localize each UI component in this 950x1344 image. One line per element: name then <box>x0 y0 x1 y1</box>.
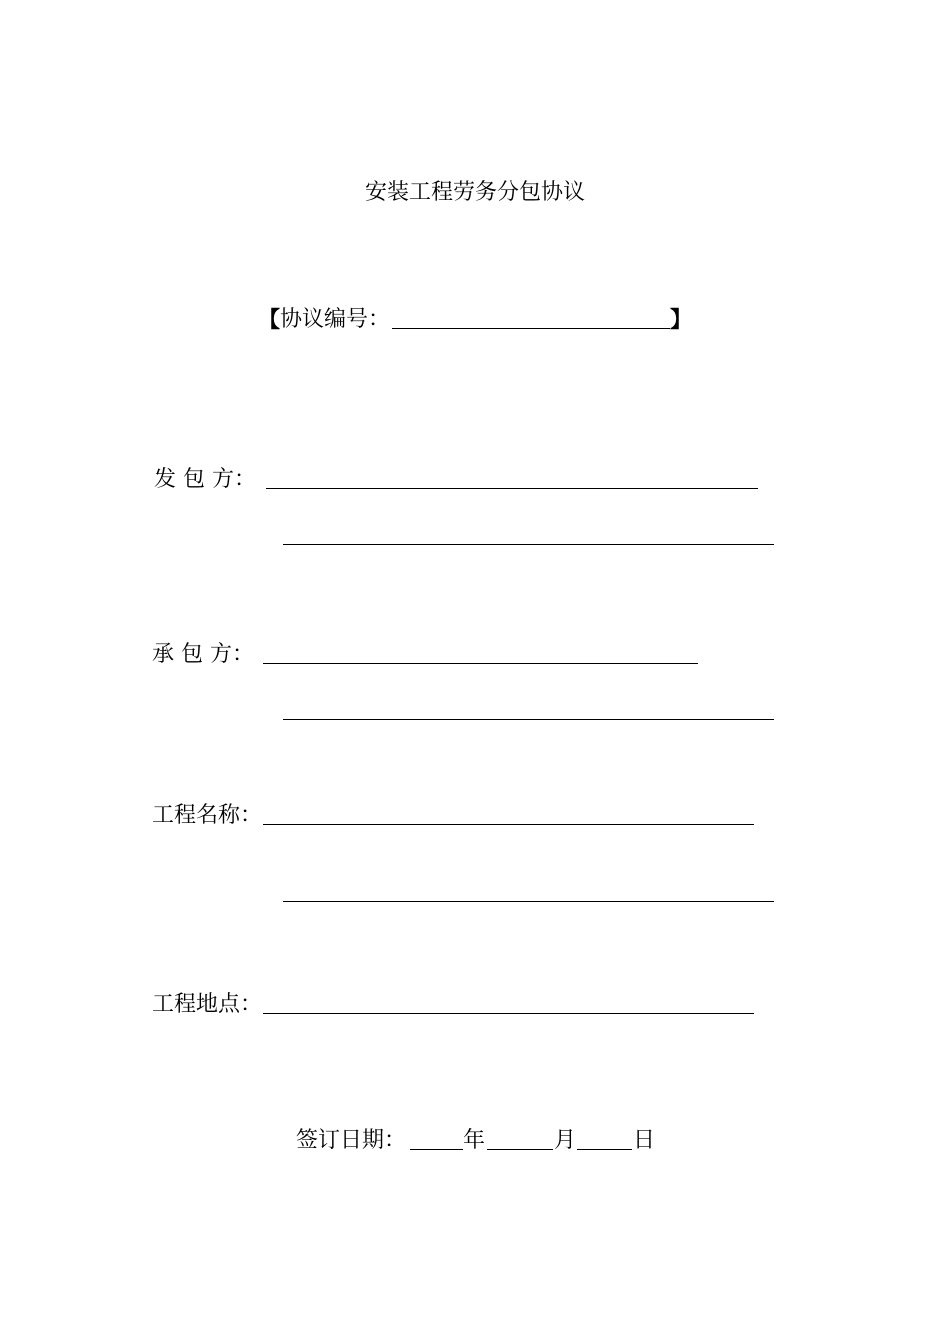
signing-day-unit: 日 <box>633 1128 656 1153</box>
employer-label: 发 包 方： <box>154 467 256 492</box>
contractor-line-1[interactable] <box>263 663 698 664</box>
signing-day-line[interactable] <box>577 1149 632 1150</box>
signing-date-label: 签订日期： <box>296 1128 407 1153</box>
agreement-number-line[interactable] <box>392 328 670 329</box>
contractor-label: 承 包 方： <box>152 642 254 667</box>
signing-year-line[interactable] <box>410 1149 463 1150</box>
open-bracket: 【 <box>258 307 281 333</box>
signing-month-line[interactable] <box>487 1149 553 1150</box>
project-location-label: 工程地点： <box>152 992 263 1017</box>
employer-line-2[interactable] <box>283 544 774 545</box>
document-title: 安装工程劳务分包协议 <box>364 180 585 205</box>
contractor-line-2[interactable] <box>283 719 774 720</box>
employer-line-1[interactable] <box>266 488 758 489</box>
agreement-number-label: 协议编号： <box>280 307 391 332</box>
project-name-label: 工程名称： <box>152 803 263 828</box>
signing-month-unit: 月 <box>554 1128 577 1153</box>
project-name-line-2[interactable] <box>283 901 774 902</box>
project-location-line[interactable] <box>263 1013 754 1014</box>
signing-year-unit: 年 <box>463 1128 486 1153</box>
project-name-line-1[interactable] <box>263 824 754 825</box>
close-bracket: 】 <box>670 307 693 333</box>
